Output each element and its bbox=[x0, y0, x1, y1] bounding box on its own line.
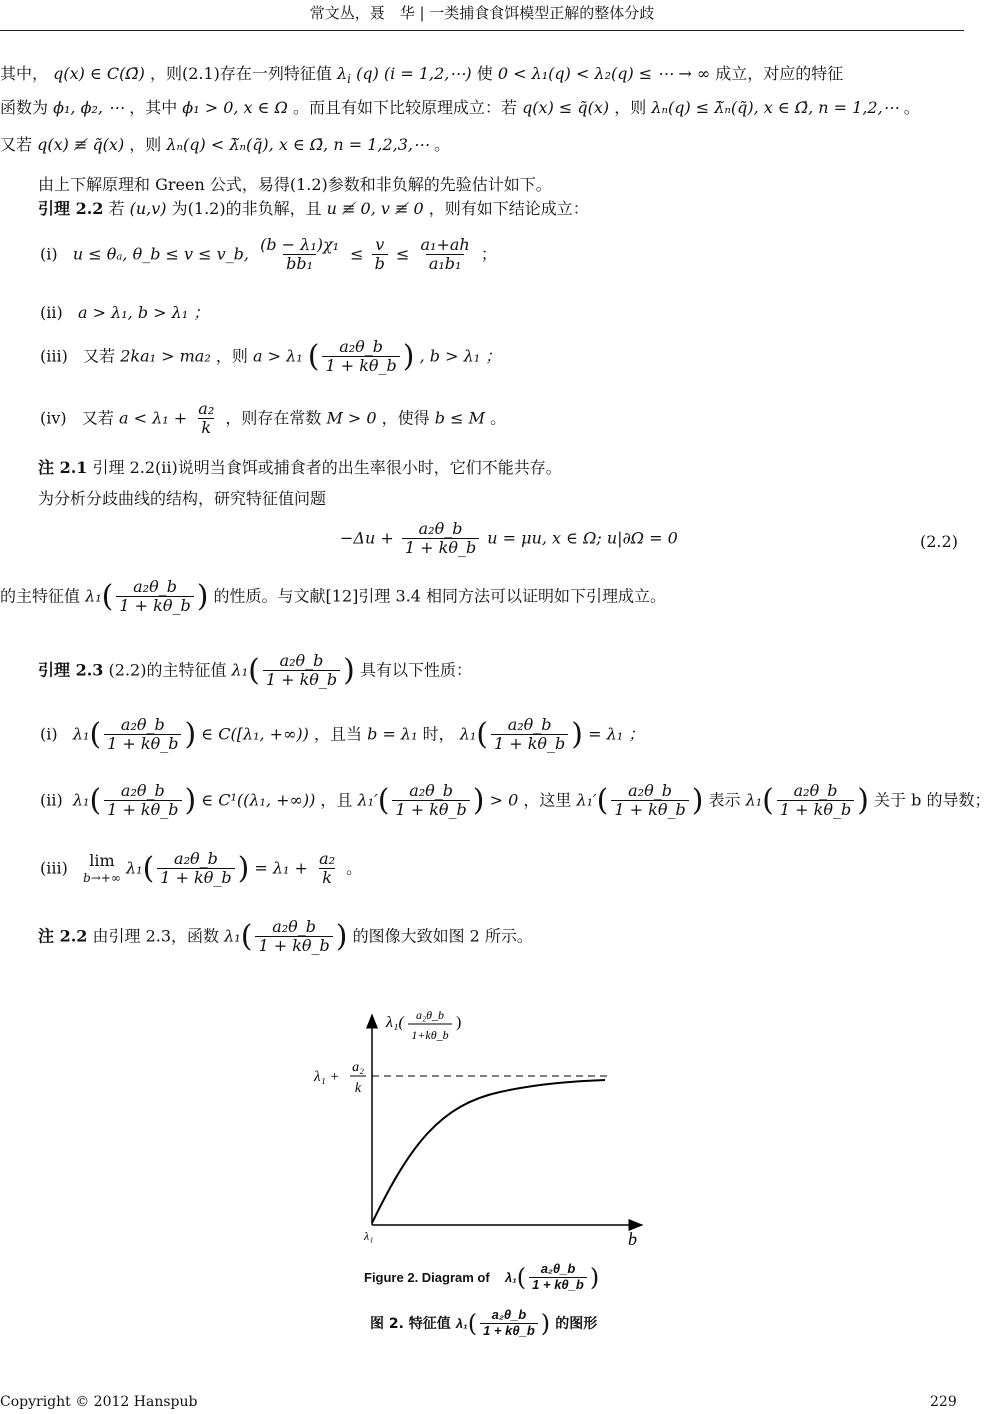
running-title: 常文丛，聂 华 | 一类捕食食饵模型正解的整体分歧 bbox=[309, 4, 655, 22]
fraction: $\frac{\text{a₂θ\_b}}{1 + k\theta\_b}$ bbox=[491, 716, 568, 754]
lemma23-item-iii: (iii) lim b→+∞ λ₁( $\frac{\text{a₂θ\_b}}{1 + k\theta\_b}$ ) = λ₁ + $\frac{\text{a₂}}{k}$ 。 bbox=[40, 849, 363, 888]
fraction: $\frac{\text{a₂θ\_b}}{1 + k\theta\_b}$ bbox=[263, 652, 340, 690]
note22: 注 2.2 由引理 2.3，函数 λ₁( $\frac{\text{a₂θ\_b}}{1 + k\theta\_b}$ ) 的图像大致如图 2 所示。 bbox=[38, 917, 533, 956]
fraction: $\frac{\text{a₂θ\_b}}{1 + k\theta\_b}$ bbox=[255, 918, 332, 956]
y-axis-label-den: 1+kθ_b bbox=[411, 1028, 449, 1042]
lemma22-statement: 引理 2.2 若 (u,v) 为(1.2)的非负解，且 u ≢ 0, v ≢ 0 ，则有如下结论成立： bbox=[38, 199, 589, 218]
origin-label: λ₁ bbox=[364, 1229, 374, 1243]
lemma22-label: 引理 2.2 bbox=[38, 199, 104, 218]
running-header bbox=[0, 4, 964, 23]
lemma23-label: 引理 2.3 bbox=[38, 660, 104, 680]
fraction: $\frac{\text{a₂}}{k}$ bbox=[319, 849, 336, 888]
eigenvalue-curve bbox=[372, 1080, 605, 1223]
note21-label: 注 2.1 bbox=[38, 458, 88, 477]
fraction: $\frac{\text{a₂θ\_b}}{1 + k\theta\_b}$ bbox=[611, 782, 688, 820]
lemma22-item-iv: (iv) 又若 a < λ₁ + $\frac{\text{a₂}}{k}$ ，则存在常数 M > 0 ，使得 b ≤ M 。 bbox=[40, 399, 507, 438]
fraction: $\frac{\text{a₂θ\_b}}{1 + k\theta\_b}$ bbox=[777, 782, 854, 820]
note22-label: 注 2.2 bbox=[38, 926, 88, 946]
para1-line3: 又若 q(x) ≢ q̃(x) ，则 λₙ(q) < λ̃ₙ(q̃), x ∈ Ω̄, n = 1,2,3,⋯ 。 bbox=[0, 135, 451, 154]
note21: 注 2.1 引理 2.2(ii)说明当食饵或捕食者的出生率很小时，它们不能共存。 bbox=[38, 458, 562, 477]
equation-number: (2.2) bbox=[920, 532, 958, 551]
fraction: $\frac{\text{a₂θ\_b}}{1 + k\theta\_b}$ bbox=[104, 782, 181, 820]
para1-line1: 其中， q(x) ∈ C(Ω̄) ，则(2.1)存在一列特征值 $\lambda_i$ (q) (i = 1,2,⋯) 使 0 < λ₁(q) < λ₂(q) ≤ ⋯ → ∞ 成立，对应的特征 bbox=[0, 64, 844, 87]
figure-caption-en: Figure 2. Diagram of λ₁( $\frac{\text{a₂θ\_b}}{1 + k\theta\_b}$ ) bbox=[364, 1261, 600, 1292]
figure-caption-zh: 图 2. 特征值 λ₁( $\frac{\text{a₂θ\_b}}{1 + k\theta\_b}$ ) 的图形 bbox=[370, 1307, 598, 1338]
fraction: $\frac{\text{(b − λ₁)χ₁}}{\text{bb₁}}$ bbox=[260, 235, 340, 274]
fraction: $\frac{\text{a₂θ\_b}}{1 + k\theta\_b}$ bbox=[392, 782, 469, 820]
asymptote-label-den: k bbox=[354, 1081, 362, 1096]
asymptote-label-num: a₂ bbox=[352, 1060, 364, 1075]
y-axis-label-lambda: λ₁( bbox=[386, 1014, 404, 1031]
fraction: $\frac{\text{a₂θ\_b}}{1 + k\theta\_b}$ bbox=[322, 338, 399, 376]
fraction: $\frac{\text{a₂θ\_b}}{1 + k\theta\_b}$ bbox=[104, 716, 181, 754]
y-axis-label-close: ) bbox=[456, 1014, 462, 1031]
lemma23-item-ii: (ii) λ₁( $\frac{\text{a₂θ\_b}}{1 + k\theta\_b}$ ) ∈ C¹((λ₁, +∞)) ，且 λ₁′( $\frac{\text{a₂θ\_b}}{1 + k\theta\_b}$ ) > 0 ，这里 λ₁′( $\frac{\text{a₂θ\_b}}{1 + k\theta\_b}$ ) 表示 λ₁( $\frac{\text{a₂θ\_b}}{1 + k\theta\_b}$ ) 关于 b 的导数； bbox=[40, 781, 990, 820]
fraction: $\frac{v}{b}$ bbox=[372, 236, 388, 274]
fraction: $\frac{\text{a₂θ\_b}}{1 + k\theta\_b}$ bbox=[402, 520, 479, 558]
lemma22-item-ii: (ii) a > λ₁, b > λ₁ ； bbox=[40, 303, 210, 322]
figure-2-graph bbox=[300, 995, 660, 1255]
fraction: $\frac{\text{a₂θ\_b}}{1 + k\theta\_b}$ bbox=[529, 1262, 587, 1293]
fraction: $\frac{\text{a₂θ\_b}}{1 + k\theta\_b}$ bbox=[480, 1308, 538, 1339]
fraction: $\frac{\text{a₁+ah}}{\text{a₁b₁}}$ bbox=[420, 235, 470, 274]
para1-line2: 函数为 ϕ₁, ϕ₂, ⋯ ，其中 ϕ₁ > 0, x ∈ Ω 。而且有如下比较原理成立：若 q(x) ≤ q̃(x) ，则 λₙ(q) ≤ λ̃ₙ(q̃), x ∈ Ω̄, n = 1,2,⋯ 。 bbox=[0, 98, 920, 117]
equation-2-2: −Δu + $\frac{\text{a₂θ\_b}}{1 + k\theta\_b}$ u = μu, x ∈ Ω; u|∂Ω = 0 bbox=[340, 519, 678, 558]
para2: 由上下解原理和 Green 公式，易得(1.2)参数和非负解的先验估计如下。 bbox=[38, 175, 552, 194]
footer-copyright: Copyright © 2012 Hanspub bbox=[0, 1394, 198, 1410]
para4: 的主特征值 λ₁( $\frac{\text{a₂θ\_b}}{1 + k\theta\_b}$ ) 的性质。与文献[12]引理 3.4 相同方法可以证明如下引理成立。 bbox=[0, 577, 666, 616]
lemma23-statement: 引理 2.3 (2.2)的主特征值 λ₁( $\frac{\text{a₂θ\_b}}{1 + k\theta\_b}$ ) 具有以下性质： bbox=[38, 651, 472, 690]
y-axis-label-num: a₂θ_b bbox=[415, 1008, 445, 1022]
lemma22-item-i: (i) u ≤ θₐ, θ_b ≤ v ≤ v_b, $\frac{\text{(b − λ₁)χ₁}}{\text{bb₁}}$ ≤ $\frac{v}{b}$ ≤ $\frac{\text{a₁+ah}}{\text{a₁b₁}}$ ； bbox=[40, 235, 497, 274]
para3: 为分析分歧曲线的结构，研究特征值问题 bbox=[38, 489, 327, 508]
fraction: $\frac{\text{a₂θ\_b}}{1 + k\theta\_b}$ bbox=[116, 578, 193, 616]
asymptote-label-lambda: λ₁ + bbox=[314, 1069, 340, 1085]
header-rule bbox=[0, 30, 964, 31]
lemma22-item-iii: (iii) 又若 2ka₁ > ma₂ ，则 a > λ₁ ( $\frac{\text{a₂θ\_b}}{1 + k\theta\_b}$ ) , b > λ₁ ； bbox=[40, 337, 502, 376]
lemma23-item-i: (i) λ₁( $\frac{\text{a₂θ\_b}}{1 + k\theta\_b}$ ) ∈ C([λ₁, +∞)) ，且当 b = λ₁ 时， λ₁( $\frac{\text{a₂θ\_b}}{1 + k\theta\_b}$ ) = λ₁ ； bbox=[40, 715, 645, 754]
fraction: $\frac{\text{a₂θ\_b}}{1 + k\theta\_b}$ bbox=[157, 850, 234, 888]
x-axis-label: b bbox=[628, 1229, 637, 1249]
page-number: 229 bbox=[930, 1394, 957, 1410]
fraction: $\frac{\text{a₂}}{k}$ bbox=[198, 399, 215, 438]
